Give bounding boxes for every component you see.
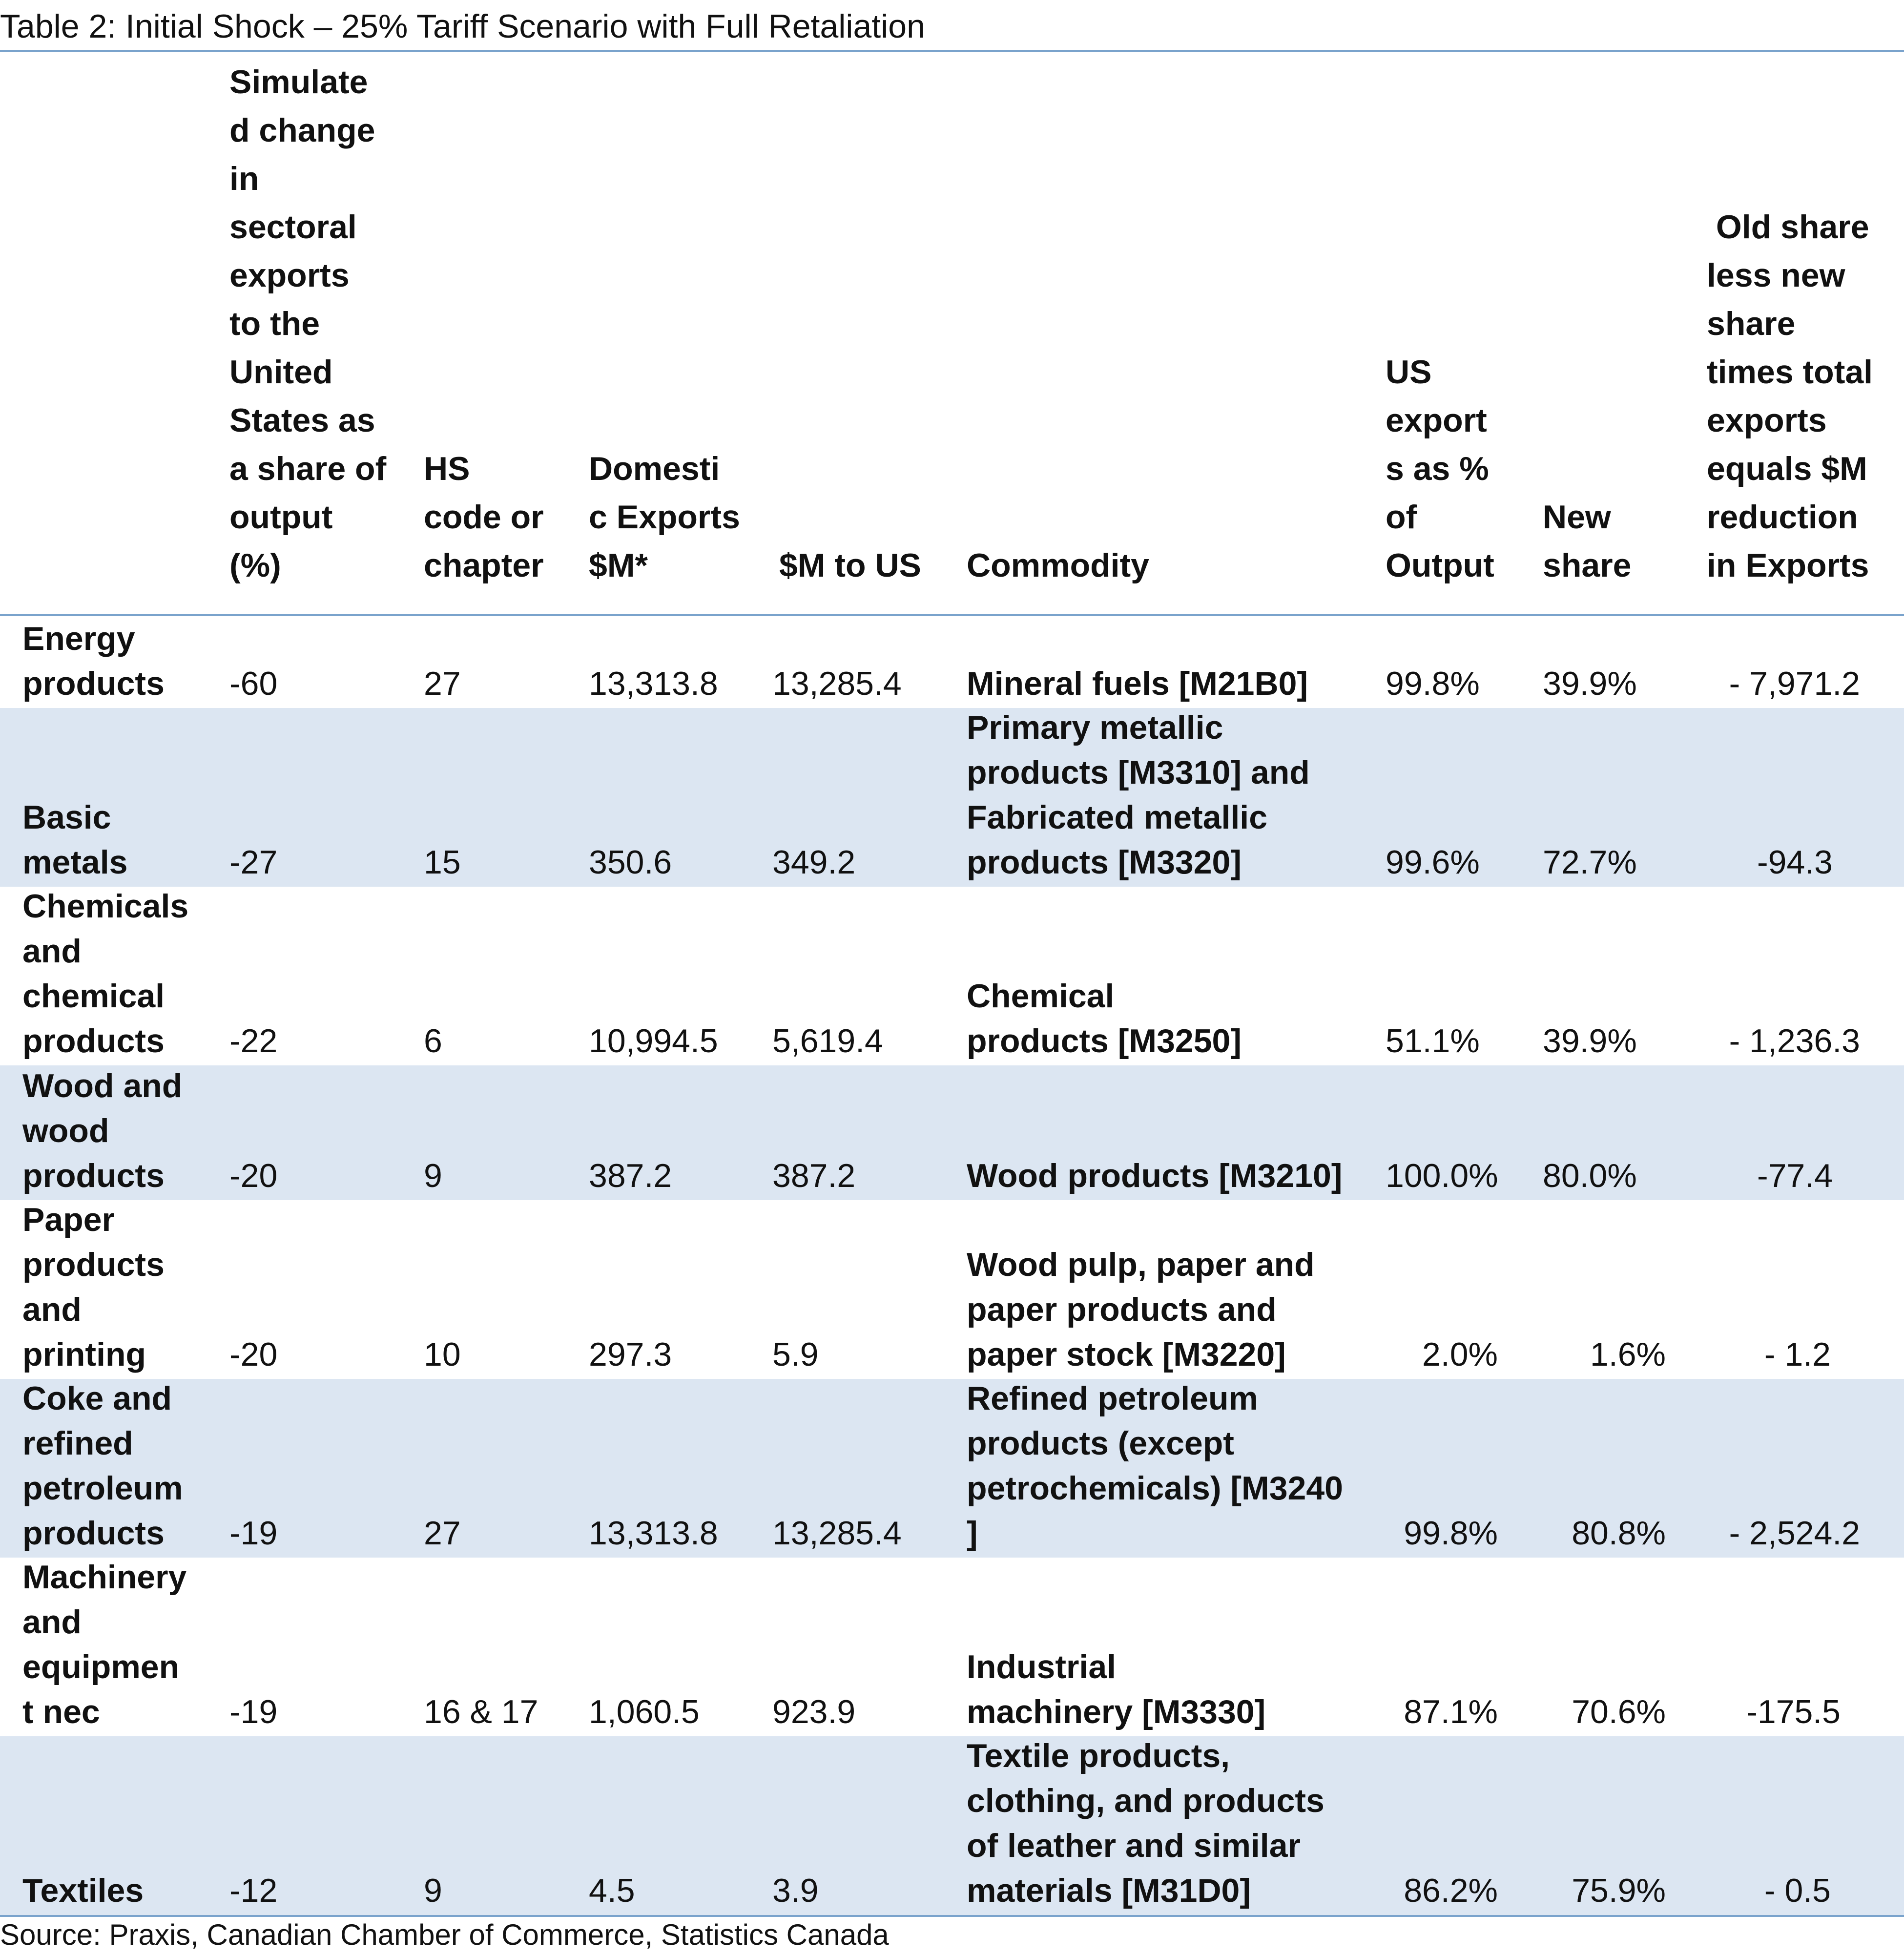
cell-domestic-exports: 4.5 (589, 1872, 635, 1909)
table-header (0, 54, 1904, 615)
cell-sector: Energy products (22, 620, 165, 702)
cell-commodity: Refined petroleum products (except petrochemicals) [M3240 ] (967, 1380, 1343, 1552)
source-note: Source: Praxis, Canadian Chamber of Commerce, Statistics Canada (0, 1918, 889, 1951)
cell-reduction: - 7,971.2 (1729, 665, 1860, 702)
top-rule (0, 50, 1904, 52)
header-to-us: $M to US (779, 547, 921, 584)
cell-commodity: Wood pulp, paper and paper products and paper stock [M3220] (967, 1246, 1315, 1373)
cell-domestic-exports: 13,313.8 (589, 665, 718, 702)
cell-change: -60 (229, 665, 278, 702)
cell-commodity: Textile products, clothing, and products of leather and similar materials [M31D0] (967, 1737, 1325, 1909)
header-domestic-exports: Domesti c Exports $M* (589, 450, 740, 584)
table-row (0, 1200, 1904, 1379)
cell-domestic-exports: 10,994.5 (589, 1022, 718, 1060)
cell-new-share: 39.9% (1543, 1022, 1637, 1060)
cell-reduction: -77.4 (1757, 1157, 1833, 1194)
cell-change: -19 (229, 1515, 278, 1552)
header-rule (0, 614, 1904, 616)
cell-new-share: 70.6% (1572, 1693, 1666, 1730)
cell-sector: Basic metals (22, 799, 128, 881)
cell-hs-code: 10 (424, 1336, 461, 1373)
cell-change: -19 (229, 1693, 278, 1730)
table-row (0, 708, 1904, 887)
cell-reduction: - 1.2 (1764, 1336, 1831, 1373)
cell-domestic-exports: 1,060.5 (589, 1693, 700, 1730)
header-commodity: Commodity (967, 547, 1149, 584)
cell-domestic-exports: 350.6 (589, 844, 672, 881)
table-row (0, 1065, 1904, 1200)
table-row (0, 1736, 1904, 1915)
cell-hs-code: 9 (424, 1872, 442, 1909)
cell-to-us: 5.9 (772, 1336, 819, 1373)
cell-domestic-exports: 297.3 (589, 1336, 672, 1373)
cell-change: -27 (229, 844, 278, 881)
cell-sector: Machinery and equipmen t nec (22, 1559, 187, 1730)
cell-domestic-exports: 13,313.8 (589, 1515, 718, 1552)
cell-to-us: 5,619.4 (772, 1022, 883, 1060)
cell-to-us: 387.2 (772, 1157, 856, 1194)
cell-new-share: 1.6% (1590, 1336, 1666, 1373)
cell-us-export-pct: 86.2% (1404, 1872, 1498, 1909)
cell-to-us: 13,285.4 (772, 1515, 902, 1552)
cell-hs-code: 16 & 17 (424, 1693, 538, 1730)
table-row (0, 1379, 1904, 1558)
cell-hs-code: 27 (424, 1515, 461, 1552)
cell-us-export-pct: 99.6% (1386, 844, 1480, 881)
header-new-share: New share (1543, 499, 1632, 584)
table-caption: Table 2: Initial Shock – 25% Tariff Scenario with Full Retaliation (0, 8, 925, 45)
cell-hs-code: 15 (424, 844, 461, 881)
cell-new-share: 80.0% (1543, 1157, 1637, 1194)
cell-hs-code: 6 (424, 1022, 442, 1060)
cell-us-export-pct: 51.1% (1386, 1022, 1480, 1060)
cell-to-us: 13,285.4 (772, 665, 902, 702)
cell-commodity: Primary metallic products [M3310] and Fabricated metallic products [M3320] (967, 709, 1310, 881)
cell-change: -12 (229, 1872, 278, 1909)
cell-to-us: 923.9 (772, 1693, 856, 1730)
cell-sector: Coke and refined petroleum products (22, 1380, 183, 1552)
cell-hs-code: 27 (424, 665, 461, 702)
header-change: Simulate d change in sectoral exports to the United States as a share of output (%) (229, 63, 387, 584)
header-hs-code: HS code or chapter (424, 450, 544, 584)
cell-reduction: - 1,236.3 (1729, 1022, 1860, 1060)
cell-us-export-pct: 2.0% (1422, 1336, 1498, 1373)
cell-new-share: 80.8% (1572, 1515, 1666, 1552)
cell-us-export-pct: 100.0% (1386, 1157, 1498, 1194)
cell-reduction: -94.3 (1757, 844, 1833, 881)
cell-change: -20 (229, 1336, 278, 1373)
table-row (0, 617, 1904, 708)
cell-change: -20 (229, 1157, 278, 1194)
cell-change: -22 (229, 1022, 278, 1060)
cell-sector: Textiles (22, 1872, 144, 1909)
cell-new-share: 75.9% (1572, 1872, 1666, 1909)
cell-commodity: Chemical products [M3250] (967, 978, 1242, 1060)
cell-reduction: -175.5 (1746, 1693, 1841, 1730)
table-row (0, 1558, 1904, 1736)
header-us-export-pct: US export s as % of Output (1386, 354, 1494, 584)
cell-reduction: - 2,524.2 (1729, 1515, 1860, 1552)
cell-hs-code: 9 (424, 1157, 442, 1194)
cell-commodity: Mineral fuels [M21B0] (967, 665, 1308, 702)
cell-domestic-exports: 387.2 (589, 1157, 672, 1194)
cell-commodity: Wood products [M3210] (967, 1157, 1343, 1194)
cell-new-share: 72.7% (1543, 844, 1637, 881)
cell-to-us: 349.2 (772, 844, 856, 881)
cell-us-export-pct: 99.8% (1386, 665, 1480, 702)
header-reduction: Old share less new share times total exports equals $M reduction in Exports (1707, 208, 1873, 584)
cell-commodity: Industrial machinery [M3330] (967, 1648, 1266, 1730)
cell-sector: Wood and wood products (22, 1067, 183, 1194)
cell-us-export-pct: 99.8% (1404, 1515, 1498, 1552)
cell-sector: Chemicals and chemical products (22, 888, 189, 1060)
table-row (0, 887, 1904, 1065)
cell-reduction: - 0.5 (1764, 1872, 1831, 1909)
cell-sector: Paper products and printing (22, 1201, 165, 1373)
cell-us-export-pct: 87.1% (1404, 1693, 1498, 1730)
cell-new-share: 39.9% (1543, 665, 1637, 702)
cell-to-us: 3.9 (772, 1872, 819, 1909)
